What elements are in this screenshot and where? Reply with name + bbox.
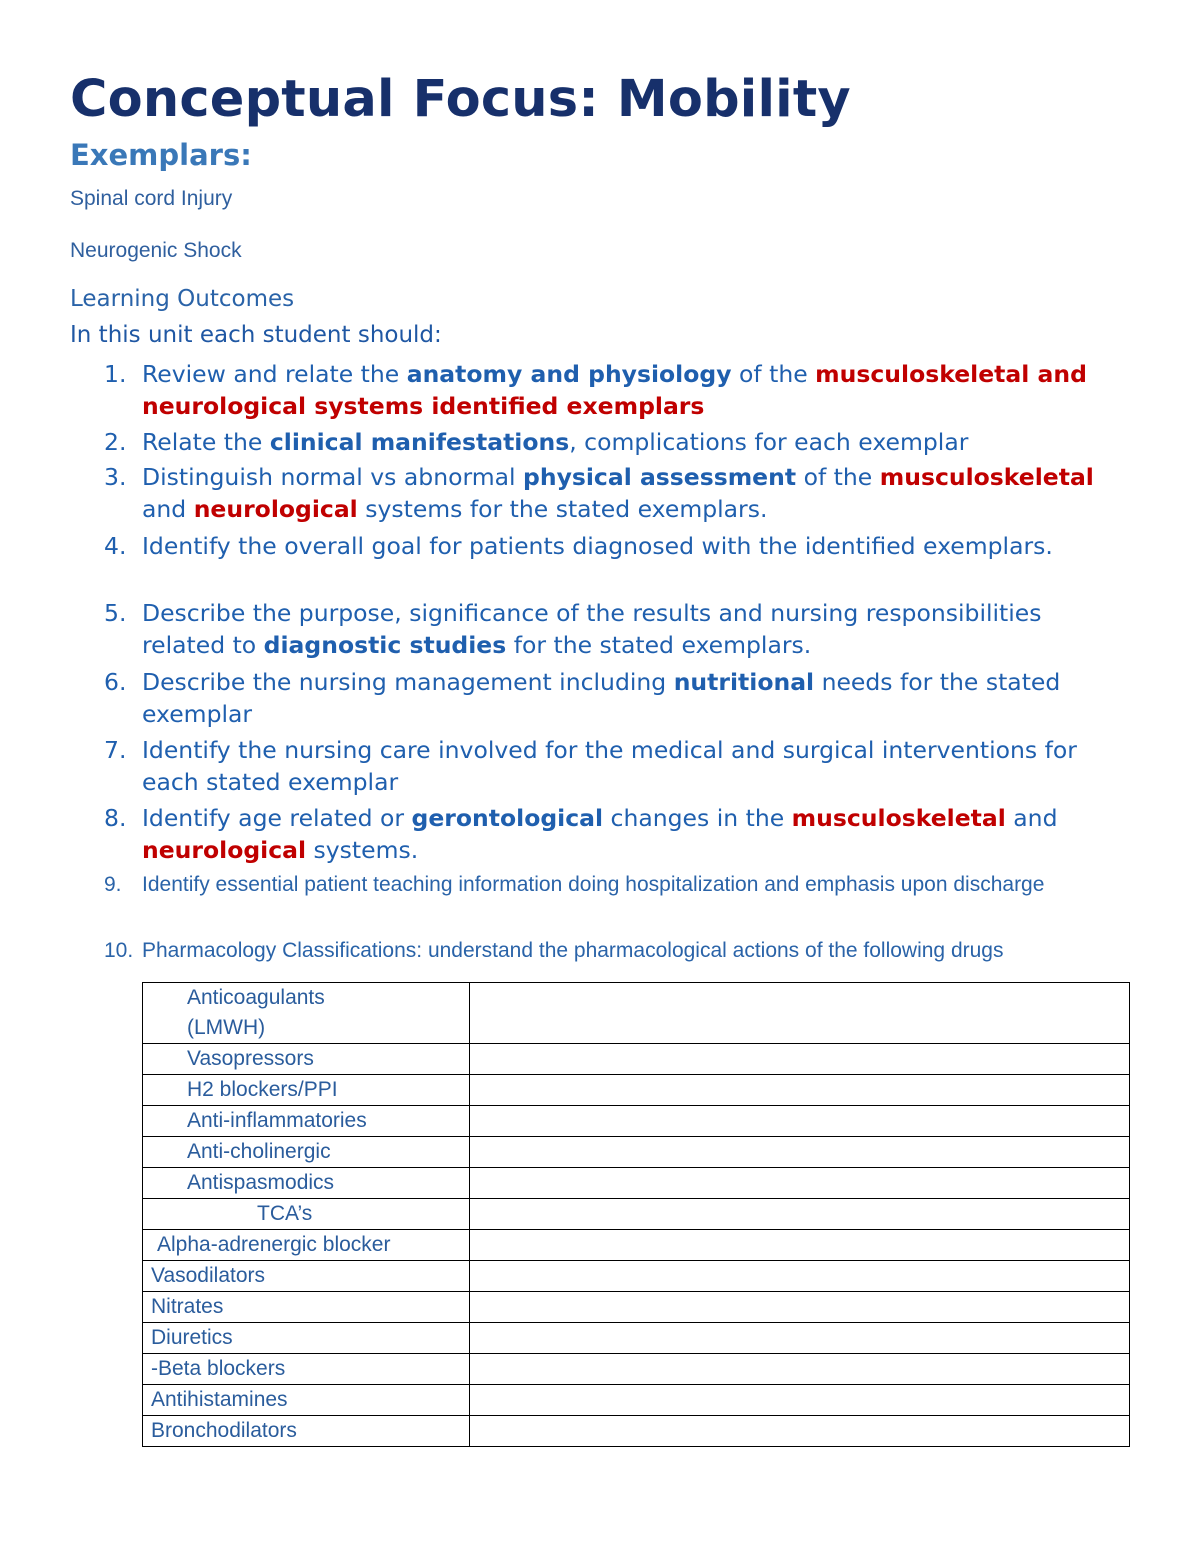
outcome-text: systems. <box>306 836 419 864</box>
table-row <box>143 1137 1130 1168</box>
outcome-text: Distinguish normal vs abnormal <box>142 463 524 491</box>
outcome-number: 2. <box>104 428 127 456</box>
exemplars-heading: Exemplars: <box>70 138 252 172</box>
outcome-highlight: neurological <box>193 495 358 523</box>
outcome-text: of the <box>731 360 816 388</box>
table-row <box>143 1199 1130 1230</box>
outcome-text: Identify age related or <box>142 804 412 832</box>
outcome-highlight: musculoskeletal and neurological systems identified exemplars <box>142 360 1087 420</box>
outcome-emphasis: diagnostic studies <box>263 631 507 659</box>
drug-class-cell: Antihistamines <box>143 1385 470 1416</box>
outcome-number: 1. <box>104 360 127 388</box>
drug-class-cell: Antispasmodics <box>143 1168 470 1199</box>
outcome-text: Describe the purpose, significance of the results and nursing responsibilities related to <box>142 599 1042 659</box>
table-row <box>143 1075 1130 1106</box>
drug-notes-cell[interactable] <box>470 1385 1130 1416</box>
table-row <box>143 1416 1130 1447</box>
drug-class-cell: Vasodilators <box>143 1261 470 1292</box>
outcome-emphasis: physical assessment <box>523 463 797 491</box>
outcome-text: and <box>1005 804 1058 832</box>
outcome-text: of the <box>796 463 880 491</box>
drug-classification-table <box>142 982 1130 1447</box>
drug-notes-cell[interactable] <box>470 1044 1130 1075</box>
exemplar-item: Neurogenic Shock <box>70 239 242 262</box>
drug-notes-cell[interactable] <box>470 1230 1130 1261</box>
outcome-number: 6. <box>104 668 127 696</box>
drug-notes-cell[interactable] <box>470 983 1130 1044</box>
exemplar-item: Spinal cord Injury <box>70 187 233 210</box>
outcome-highlight: neurological <box>142 836 307 864</box>
drug-notes-cell[interactable] <box>470 1137 1130 1168</box>
drug-class-cell: Diuretics <box>143 1323 470 1354</box>
outcome-number: 3. <box>104 463 127 491</box>
page-title: Conceptual Focus: Mobility <box>70 70 851 129</box>
table-row <box>143 1292 1130 1323</box>
outcome-text: Identify the nursing care involved for the medical and surgical interventions for each stated exemplar <box>142 736 1077 796</box>
drug-class-cell: Anti-inflammatories <box>143 1106 470 1137</box>
table-row <box>143 1354 1130 1385</box>
drug-class-cell: Nitrates <box>143 1292 470 1323</box>
outcome-number: 10. <box>104 939 134 962</box>
outcome-emphasis: gerontological <box>411 804 604 832</box>
drug-class-cell: -Beta blockers <box>143 1354 470 1385</box>
drug-notes-cell[interactable] <box>470 1323 1130 1354</box>
outcome-text: for the stated exemplars. <box>506 631 812 659</box>
outcome-number: 5. <box>104 599 127 627</box>
outcome-text: Identify essential patient teaching information doing hospitalization and emphasis upon discharge <box>142 873 1045 896</box>
drug-class-cell: Alpha-adrenergic blocker <box>143 1230 470 1261</box>
table-row <box>143 1261 1130 1292</box>
outcome-emphasis: clinical manifestations <box>269 428 570 456</box>
outcome-text: systems for the stated exemplars. <box>357 495 768 523</box>
table-row <box>143 1168 1130 1199</box>
outcome-text: , complications for each exemplar <box>569 428 969 456</box>
table-row <box>143 1323 1130 1354</box>
learning-outcomes-intro: In this unit each student should: <box>70 322 442 348</box>
learning-outcomes-title: Learning Outcomes <box>70 286 295 312</box>
drug-class-cell: Vasopressors <box>143 1044 470 1075</box>
outcome-number: 7. <box>104 736 127 764</box>
outcome-number: 8. <box>104 804 127 832</box>
outcome-text: Review and relate the <box>142 360 407 388</box>
drug-notes-cell[interactable] <box>470 1168 1130 1199</box>
outcome-highlight: musculoskeletal <box>879 463 1094 491</box>
outcome-number: 9. <box>104 873 122 896</box>
drug-class-label: Anticoagulants (LMWH) <box>187 986 325 1039</box>
drug-notes-cell[interactable] <box>470 1106 1130 1137</box>
drug-class-cell <box>143 983 470 1044</box>
table-row <box>143 1385 1130 1416</box>
outcome-emphasis: nutritional <box>673 668 815 696</box>
drug-class-cell: H2 blockers/PPI <box>143 1075 470 1106</box>
outcome-text: Identify the overall goal for patients diagnosed with the identified exemplars. <box>142 532 1053 560</box>
outcome-number: 4. <box>104 532 127 560</box>
drug-notes-cell[interactable] <box>470 1354 1130 1385</box>
table-row <box>143 1044 1130 1075</box>
table-row <box>143 1230 1130 1261</box>
outcome-text: Relate the <box>142 428 270 456</box>
drug-class-cell: Bronchodilators <box>143 1416 470 1447</box>
table-row <box>143 983 1130 1044</box>
drug-notes-cell[interactable] <box>470 1261 1130 1292</box>
drug-class-cell: Anti-cholinergic <box>143 1137 470 1168</box>
drug-notes-cell[interactable] <box>470 1292 1130 1323</box>
drug-notes-cell[interactable] <box>470 1199 1130 1230</box>
outcome-text: changes in the <box>603 804 792 832</box>
outcome-text: Pharmacology Classifications: understand the pharmacological actions of the following drugs <box>142 939 1004 962</box>
drug-notes-cell[interactable] <box>470 1416 1130 1447</box>
drug-class-cell: TCA’s <box>143 1199 470 1230</box>
outcome-text: needs for the stated exemplar <box>142 668 1061 728</box>
drug-notes-cell[interactable] <box>470 1075 1130 1106</box>
outcome-text: Describe the nursing management including <box>142 668 674 696</box>
outcome-text: and <box>142 495 194 523</box>
table-row <box>143 1106 1130 1137</box>
outcome-emphasis: anatomy and physiology <box>406 360 732 388</box>
outcome-highlight: musculoskeletal <box>791 804 1006 832</box>
